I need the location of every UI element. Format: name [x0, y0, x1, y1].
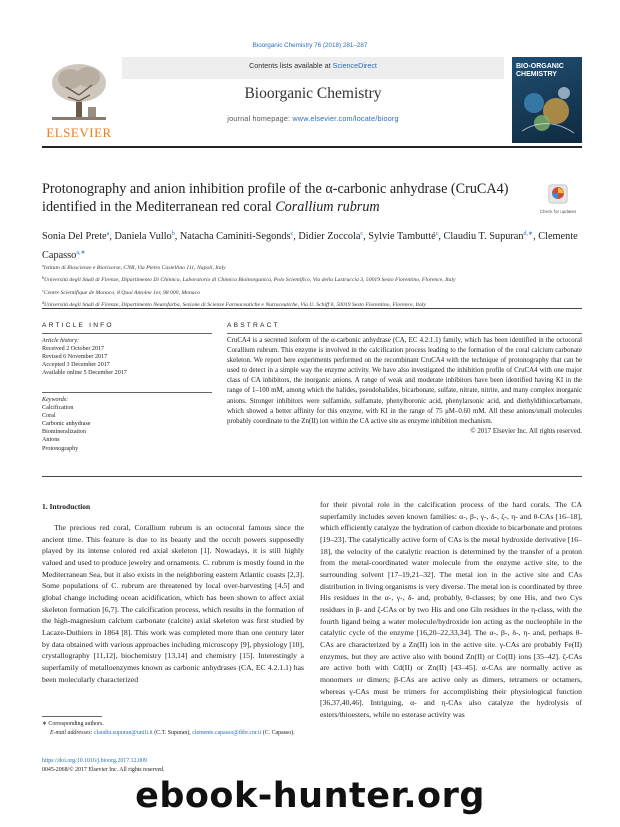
history-list	[42, 345, 212, 377]
author-name[interactable]: Sonia Del Prete	[42, 231, 107, 242]
author-affiliation-marker[interactable]: a,∗	[76, 250, 86, 256]
keywords-label: Keywords:	[42, 397, 69, 403]
title-species: Corallium rubrum	[275, 199, 380, 215]
author-affiliation-marker[interactable]: c	[435, 231, 439, 237]
keyword-item: Carbonic anhydrase	[42, 421, 91, 428]
author-affiliation-marker[interactable]: d,∗	[523, 231, 534, 237]
author-affiliation-marker[interactable]: b	[171, 231, 175, 237]
abstract-heading: ABSTRACT	[227, 322, 280, 329]
keyword-item: Protonography	[42, 445, 79, 452]
corresponding-note: ∗ Corresponding authors.	[42, 721, 104, 727]
author-name[interactable]: Clemente Capasso	[42, 231, 578, 261]
affiliation-marker: a	[42, 263, 44, 268]
email-supuran-link[interactable]: claudiu.supuran@unifi.it	[93, 730, 153, 736]
title-part-1: Protonography and anion inhibition profile of the	[42, 181, 326, 197]
abstract-copyright: © 2017 Elsevier Inc. All rights reserved.	[470, 427, 582, 435]
keywords-list	[42, 404, 212, 453]
affiliation-list	[42, 261, 582, 310]
author-name[interactable]: Didier Zoccola	[298, 231, 361, 242]
affiliation-text: Centre Scientifique de Monaco, 8 Quai Antoine 1er, 98 000, Monaco	[43, 289, 200, 296]
doi-link[interactable]: https://doi.org/10.1016/j.bioorg.2017.12.009	[42, 758, 147, 764]
affiliation-marker: b	[42, 275, 44, 281]
sciencedirect-link[interactable]: ScienceDirect	[332, 61, 377, 70]
affiliation-marker: c	[42, 287, 44, 293]
author-name[interactable]: Daniela Vullo	[114, 231, 172, 242]
author-name[interactable]: Claudiu T. Supuran	[443, 231, 524, 242]
issn-line: 0045-2068/© 2017 Elsevier Inc. All rights reserved.	[42, 767, 165, 773]
intro-paragraph-2: for their pivotal role in the calcification process of the hard corals. The CA superfamily includes seven known families: α-, β-, γ-, δ-, ζ-, η- and θ-CAs [16–18], which efficiently catalyze the hydration of carbon dioxide to bicarbonate and protons [19–23]. The catalytically active form of CAs is the metal hydroxide derivative [16–18], the velocity of the catalytic reaction is determined by the transfer of a proton from the metal-coordinated water molecule from the enzyme active site, to the surrounding solvent [17–19,21–32]. The metal ion in the active site and CAs distribution in living organisms is very diverse. The metal ion is coordinated by three His residues in the α-, γ-, δ- and, probably, θ-classes; by one His, and two Cys residues in β- and ζ-CAs or by two His and one Gln residues in the η-class, with the fourth ligand being a water molecule/hydroxide ion acting as the nucleophile in the catalytic cycle of the enzyme [16,20–22,33,34]. The α-, β-, δ-, η- and, perhaps θ-CAs are characterized by a Zn(II) ion in the active site. γ-CAs are probably Fe(II) enzymes, but they are active also with bound Zn(II) or Co(II) ions [35–42]. ζ-CAs are active both with Cd(II) or Zn(II) [43–45]. α-CAs are normally active as monomers or dimers; β-CAs are active only as dimers, tetramers or octamers, whereas γ-CAs must be trimers for accomplishing their physiological function [36,37,40,46]. Intriguing, α- and η-CAs also catalyze the hydrolysis of esters/thioesters, while no esterase activity was	[320, 500, 582, 719]
email-capasso-owner: (C. Capasso).	[261, 730, 295, 736]
introduction-heading: 1. Introduction	[42, 502, 91, 511]
keywords-rule	[42, 392, 212, 393]
author-name[interactable]: Natacha Caminiti-Segonds	[179, 231, 291, 242]
watermark-text: ebook-hunter.org	[135, 776, 485, 816]
contents-prefix: Contents lists available at	[249, 61, 333, 70]
title-alpha: α	[325, 181, 333, 197]
check-for-updates-badge[interactable]	[537, 183, 579, 217]
title-part-2: -carbonic anhydrase (CruCA4) identified in the Mediterranean red coral	[42, 181, 509, 215]
keywords-block	[42, 396, 212, 453]
affiliation-line	[42, 261, 582, 273]
intro-paragraph-1: The precious red coral, Corallium rubrum is an octocoral famous since the ancient time. This feature is due to its beauty and the occult powers supposedly played by its intense colored red axial skeleton [1]. Nowadays, it is still highly valued and used to produce jewelry and ornaments. C. rubrum is mostly found in the Mediterranean Sea, but it also exists in the neighboring eastern Atlantic coasts [2,3]. Some populations of C. rubrum are threatened by local over-harvesting [4,5] and global change including ocean acidification, which has been shown to affect axial skeleton formation [6,7]. The calcification process, which results in the formation of the high-magnesium calcium carbonate (calcite) axial skeleton was first studied by Lacaze-Duthiers in 1864 [8]. This work was completed more than one century later by data obtained with various approaches including microscopy [9], physiology [10], crystallography [11,12], biochemistry [13,14] and chemistry [15]. Interestingly a superfamily of metalloenzymes known as carbonic anhydrases (CA, EC 4.2.1.1) has been molecularly characterized	[42, 523, 304, 684]
journal-homepage-line	[122, 114, 504, 123]
affiliation-text: Istituto di Bioscienze e Biorisorse, CNR, Via Pietro Castellino 111, Napoli, Italy	[43, 265, 226, 271]
affiliation-text: Università degli Studi di Firenze, Dipartimento Di Chimica, Laboratorio di Chimica Bioinorganica, Polo Scientifico, Via della Lastruccia 3, 50019 Sesto Fiorentino, Florence, Italy	[44, 277, 456, 284]
intro-left-column	[42, 522, 304, 685]
history-entry: Accepted 3 December 2017	[42, 362, 110, 369]
affiliation-marker: d	[42, 299, 44, 305]
journal-masthead	[42, 57, 582, 144]
keyword-item: Biomineralization	[42, 429, 86, 436]
affiliation-line	[42, 286, 582, 298]
history-entry: Received 2 October 2017	[42, 346, 105, 353]
affiliation-line	[42, 273, 582, 285]
author-affiliation-marker[interactable]: c	[360, 231, 364, 237]
article-history	[42, 337, 212, 377]
email-label: E-mail addresses:	[50, 730, 94, 736]
journal-banner	[122, 57, 504, 144]
footnote-rule	[42, 716, 102, 717]
author-affiliation-marker[interactable]: a	[106, 231, 110, 237]
keyword-item: Coral	[42, 413, 56, 420]
abstract-body	[227, 336, 582, 437]
abstract-bottom-rule	[42, 476, 582, 477]
journal-title[interactable]: Bioorganic Chemistry	[244, 85, 382, 102]
cover-molecule-graphic	[512, 57, 582, 143]
keyword-item: Calcification	[42, 405, 74, 412]
author-name[interactable]: Sylvie Tambutté	[368, 231, 436, 242]
affiliation-text: Università degli Studi di Firenze, Dipartimento Neurofarba, Sezione di Scienze Farmaceutiche e Nutraceutiche, Via U. Schiff 6, 50019 Sesto Fiorentino, Florence, Italy	[44, 301, 426, 308]
history-entry: Revised 6 November 2017	[42, 354, 108, 361]
intro-right-column	[320, 499, 582, 720]
masthead-rule	[42, 146, 582, 148]
abstract-rule	[227, 333, 582, 334]
email-note	[42, 729, 304, 737]
history-entry: Available online 5 December 2017	[42, 370, 127, 377]
article-info-rule	[42, 333, 212, 334]
journal-homepage-link[interactable]: www.elsevier.com/locate/bioorg	[292, 114, 399, 123]
email-supuran-owner: (C.T. Supuran),	[152, 730, 193, 736]
crossmark-icon	[547, 183, 569, 205]
abstract-text: CruCA4 is a secreted isoform of the α-carbonic anhydrase (CA, EC 4.2.1.1) family, which has been identified in the octocoral Corallium rubrum. This enzyme is involved in the calcification process leading to the formation of the coral calcium carbonate skeleton. We report here experiments performed on the recombinant CruCA4 with the technique of protonography that can be used to detect in a simple way the enzyme activity. We have also investigated the inhibition profile of CruCA4 with one major class of CA inhibitors, the inorganic anions. A range of weak and moderate inhibitors have been identified having KI in the range of 1–100 mM, among which the halides, pseudohalides, bicarbonate, sulfate, nitrate, nitrite, and many complex inorganic anions. Stronger inhibitors were sulfamide, sulfamate, phenylboronic acid, phenylarsonic acid, and diethyldithiocarbamate, which showed a better affinity for this enzyme, with KI in the range of 75 μM–0.60 mM. All these anions/small molecules probably coordinate to the Zn(II) ion within the CA active site as enzyme inhibition mechanism.	[227, 337, 582, 425]
author-affiliation-marker[interactable]: c	[290, 231, 294, 237]
cover-title: BIO-ORGANIC CHEMISTRY	[516, 63, 564, 78]
email-capasso-link[interactable]: clemente.capasso@ibbr.cnr.it	[192, 730, 262, 736]
history-label: Article history:	[42, 338, 80, 344]
journal-homepage-label: journal homepage:	[227, 114, 293, 123]
article-title	[42, 180, 522, 216]
publisher-name: ELSEVIER	[46, 125, 112, 140]
keyword-item: Anions	[42, 437, 60, 444]
journal-cover-image[interactable]	[512, 57, 582, 143]
contents-line	[122, 57, 504, 79]
author-list: Sonia Del Prete$^a$, Daniela Vullo$^b$, Natacha Caminiti-Segonds$^c$, Didier Zoccola$^c$, Sylvie Tambutté$^c$, Claudiu T. Supuran$^{d,∗}$, Clemente Capasso$^{a,∗}$	[42, 231, 578, 261]
check-for-updates-label: Check for updates	[539, 209, 577, 214]
article-info-heading: ARTICLE INFO	[42, 322, 114, 329]
journal-citation[interactable]: Bioorganic Chemistry 76 (2018) 281–287	[252, 42, 368, 49]
header-rule	[42, 308, 582, 309]
elsevier-logo[interactable]	[42, 57, 116, 141]
elsevier-tree-icon	[48, 61, 110, 123]
